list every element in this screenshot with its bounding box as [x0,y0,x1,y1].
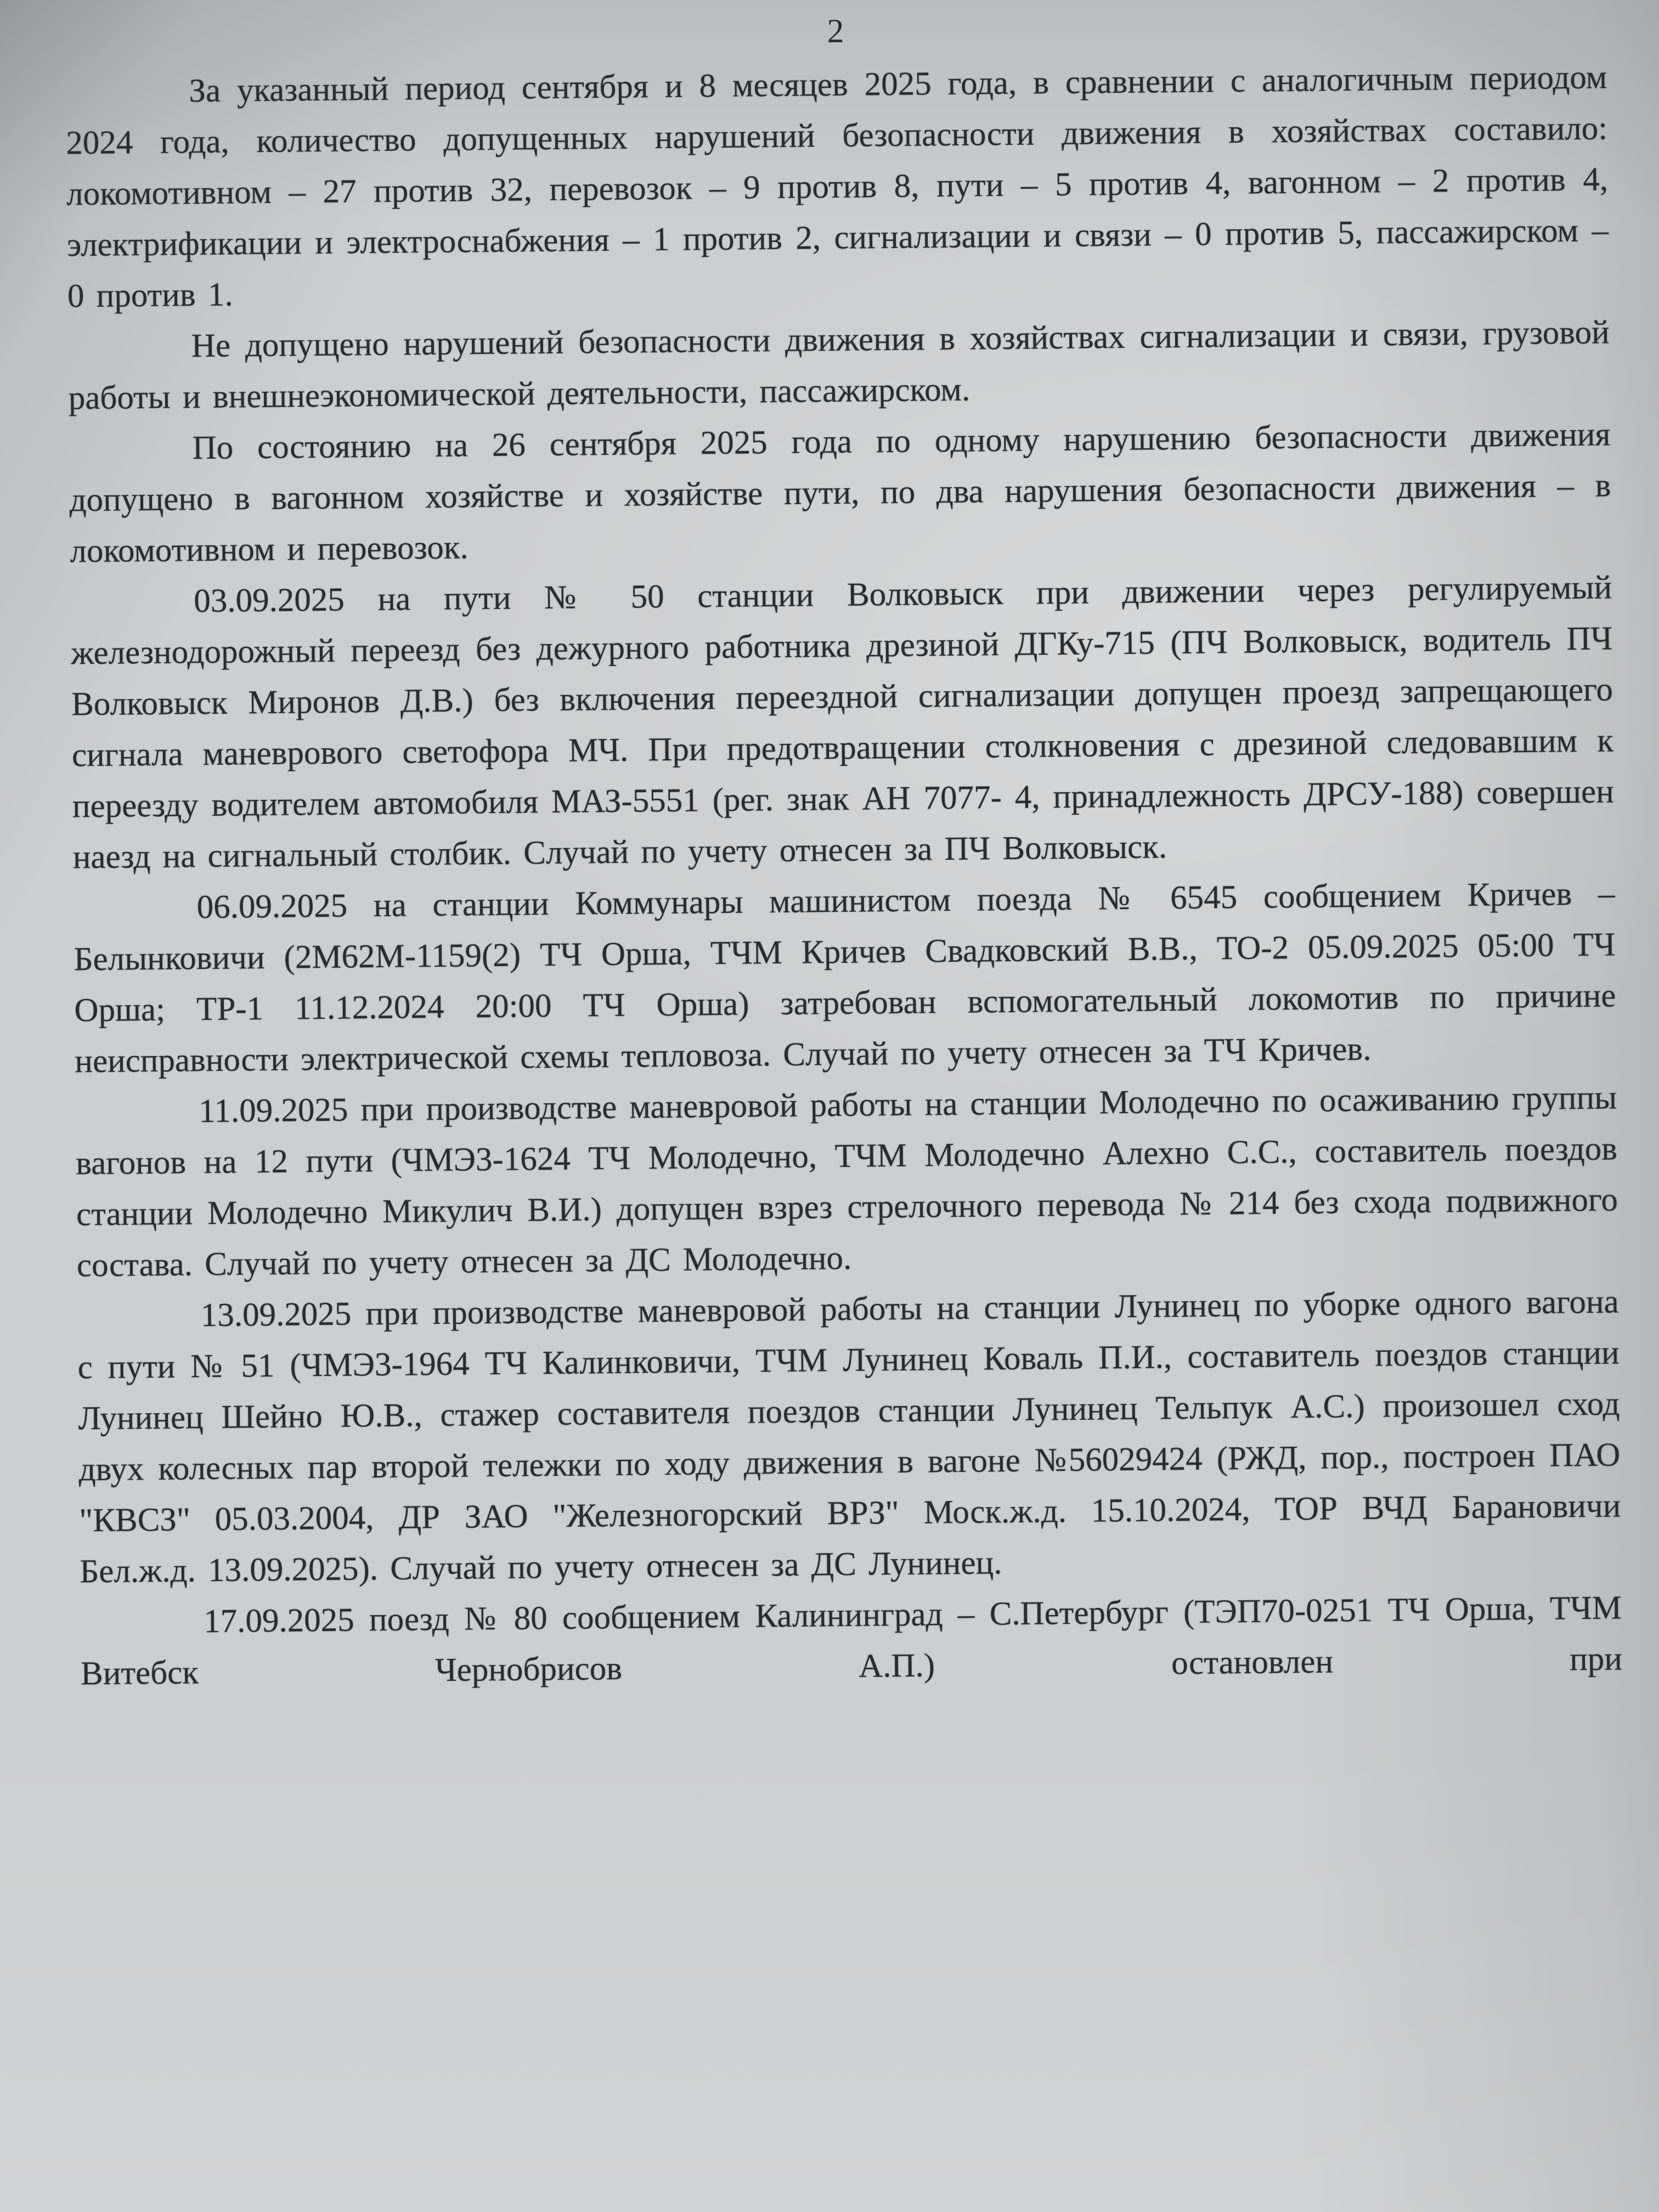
paragraph-incident-06-09: 06.09.2025 на станции Коммунары машинистом поезда № 6545 сообщением Кричев – Белынковичи (2М62М-1159(2) ТЧ Орша, ТЧМ Кричев Свадковский В.В., ТО-2 05.09.2025 05:00 ТЧ Орша; ТР-1 11.12.2024 20:00 ТЧ Орша) затребован вспомогательный локомотив по причине неисправности электрической схемы тепловоза. Случай по учету отнесен за ТЧ Кричев. [74,875,1616,1080]
paragraph-incident-17-09-truncated: 17.09.2025 поезд № 80 сообщением Калининград – С.Петербург (ТЭП70-0251 ТЧ Орша, ТЧМ Витебск Чернобрисов А.П.) остановлен при [80,1589,1623,1692]
document-body [65,52,1622,1700]
paragraph-incident-03-09: 03.09.2025 на пути № 50 станции Волковыск при движении через регулируемый железнодорожный переезд без дежурного работника дрезиной ДГКу-715 (ПЧ Волковыск, водитель ПЧ Волковыск Миронов Д.В.) без включения переездной сигнализации допущен проезд запрещающего сигнала маневрового светофора МЧ. При предотвращении столкновения с дрезиной следовавшим к переезду водителем автомобиля МАЗ-5551 (рег. знак АН 7077- 4, принадлежность ДРСУ-188) совершен наезд на сигнальный столбик. Случай по учету отнесен за ПЧ Волковыск. [70,569,1615,876]
paragraph-no-violations: Не допущено нарушений безопасности движения в хозяйствах сигнализации и связи, грузовой работы и внешнеэкономической деятельности, пассажирском. [68,314,1610,417]
page-number: 2 [827,12,845,50]
document-sheet [65,1,1622,1700]
paragraph-incident-11-09: 11.09.2025 при производстве маневровой работы на станции Молодечно по осаживанию группы вагонов на 12 пути (ЧМЭ3-1624 ТЧ Молодечно, ТЧМ Молодечно Алехно С.С., составитель поездов станции Молодечно Микулич В.И.) допущен взрез стрелочного перевода № 214 без схода подвижного состава. Случай по учету отнесен за ДС Молодечно. [75,1079,1618,1284]
paragraph-summary-violations: За указанный период сентября и 8 месяцев 2025 года, в сравнении с аналогичным периодом 2024 года, количество допущенных нарушений безопасности движения в хозяйствах составило: локомотивном – 27 против 32, перевозок – 9 против 8, пути – 5 против 4, вагонном – 2 против 4, электрификации и электроснабжения – 1 против 2, сигнализации и связи – 0 против 5, пассажирском – 0 против 1. [65,59,1609,315]
paragraph-incident-13-09: 13.09.2025 при производстве маневровой работы на станции Лунинец по уборке одного вагона с пути № 51 (ЧМЭ3-1964 ТЧ Калинковичи, ТЧМ Лунинец Коваль П.И., составитель поездов станции Лунинец Шейно Ю.В., стажер составителя поездов станции Лунинец Тельпук А.С.) произошел сход двух колесных пар второй тележки по ходу движения в вагоне №56029424 (РЖД, пор., построен ПАО "КВСЗ" 05.03.2004, ДР ЗАО "Железногорский ВРЗ" Моск.ж.д. 15.10.2024, ТОР ВЧД Барановичи Бел.ж.д. 13.09.2025). Случай по учету отнесен за ДС Лунинец. [77,1283,1621,1590]
paragraph-status-26-09: По состоянию на 26 сентября 2025 года по одному нарушению безопасности движения допущено в вагонном хозяйстве и хозяйстве пути, по два нарушения безопасности движения – в локомотивном и перевозок. [69,416,1611,570]
